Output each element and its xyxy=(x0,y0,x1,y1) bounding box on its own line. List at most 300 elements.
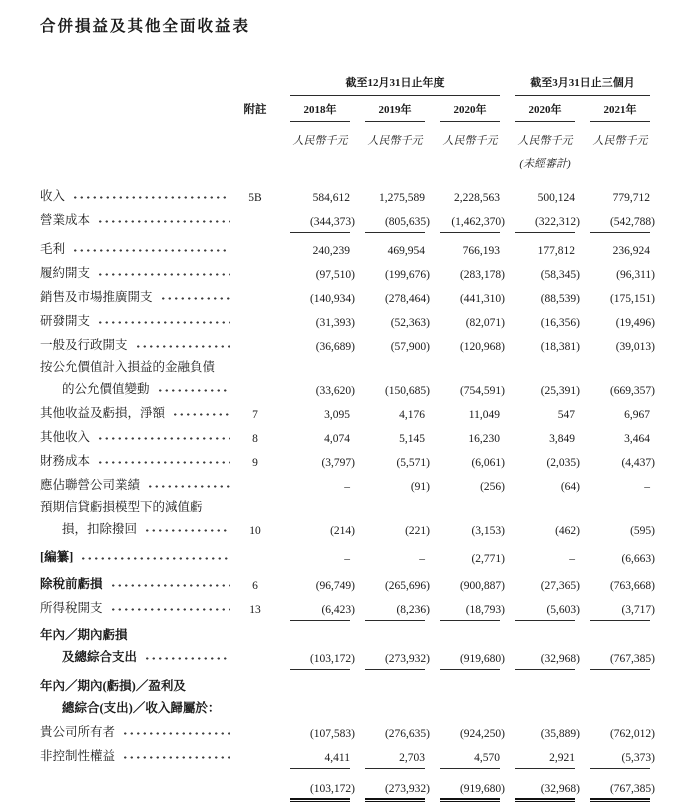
row-label-text: 研發開支 xyxy=(40,314,91,328)
unaudited-label: (未經審計) xyxy=(519,158,571,170)
cell-value: 6,967 xyxy=(624,409,650,421)
row-label-text: 年內／期內虧損 xyxy=(40,628,128,642)
table-row xyxy=(40,281,655,305)
row-note: 5B xyxy=(248,192,262,204)
value-cell xyxy=(365,245,425,257)
cell-value: (36,689) xyxy=(315,341,355,353)
value-cell xyxy=(365,653,430,670)
dot-leader xyxy=(110,604,230,615)
cell-value: (805,635) xyxy=(384,216,430,228)
row-label xyxy=(40,451,235,469)
table-row xyxy=(40,233,652,257)
cell-value: (919,680) xyxy=(459,783,505,795)
cell-value: (16,356) xyxy=(540,317,580,329)
cell-value: (462) xyxy=(555,525,580,537)
value-cell xyxy=(515,269,580,281)
table-row xyxy=(40,716,655,740)
cell-value: (25,391) xyxy=(540,385,580,397)
row-label-text: 貴公司所有者 xyxy=(40,725,116,739)
value-cell xyxy=(515,341,580,353)
value-cell xyxy=(290,385,355,397)
value-cell xyxy=(515,457,580,469)
value-cell xyxy=(290,216,355,233)
dot-leader xyxy=(97,317,230,328)
cell-value: (3,717) xyxy=(621,604,655,616)
value-cell xyxy=(365,216,430,233)
cell-value: (3,797) xyxy=(321,457,355,469)
row-label xyxy=(40,263,235,281)
value-cell xyxy=(440,293,505,305)
cell-value: 469,954 xyxy=(387,245,425,257)
dot-leader xyxy=(157,385,230,396)
cell-value: (754,591) xyxy=(459,385,505,397)
cell-value: (4,437) xyxy=(621,457,655,469)
row-label xyxy=(40,722,235,740)
cell-value: (58,345) xyxy=(540,269,580,281)
cell-value: (96,749) xyxy=(315,580,355,592)
cell-value: 1,275,589 xyxy=(379,192,425,204)
row-label-text: 收入 xyxy=(40,189,66,203)
cell-value: (276,635) xyxy=(384,728,430,740)
value-cell xyxy=(290,553,350,565)
value-cell xyxy=(365,580,430,592)
table-row xyxy=(40,375,655,397)
value-cell xyxy=(365,783,430,802)
row-label-text: 應佔聯營公司業績 xyxy=(40,478,141,492)
row-label xyxy=(40,186,235,204)
cell-value: 2,228,563 xyxy=(454,192,500,204)
cell-value: 11,049 xyxy=(468,409,500,421)
note-column-header: 附註 xyxy=(243,104,267,116)
dot-leader xyxy=(122,752,230,763)
row-note: 7 xyxy=(252,409,258,421)
row-label-text: 履約開支 xyxy=(40,266,91,280)
value-cell xyxy=(440,317,505,329)
cell-value: 547 xyxy=(557,409,575,421)
value-cell xyxy=(515,433,575,445)
row-label xyxy=(40,357,235,375)
value-cell xyxy=(440,525,505,537)
cell-value: (278,464) xyxy=(384,293,430,305)
value-cell xyxy=(290,728,355,740)
cell-value: (96,311) xyxy=(616,269,655,281)
dot-leader xyxy=(110,580,230,591)
unit-label: 人民幣千元 xyxy=(442,135,498,147)
row-label xyxy=(40,427,235,445)
row-label-text: 損，扣除撥回 xyxy=(62,522,138,536)
cell-value: (221) xyxy=(405,525,430,537)
value-cell xyxy=(365,457,430,469)
cell-value: (924,250) xyxy=(459,728,505,740)
cell-value: (5,571) xyxy=(396,457,430,469)
cell-value: (273,932) xyxy=(384,783,430,795)
row-label xyxy=(40,379,235,397)
cell-value: 240,239 xyxy=(312,245,350,257)
dot-leader xyxy=(97,269,230,280)
value-cell xyxy=(440,783,505,802)
value-cell xyxy=(590,728,655,740)
value-cell xyxy=(590,752,655,769)
row-label-text: 預期信貸虧損模型下的減值虧 xyxy=(40,500,203,514)
value-cell xyxy=(440,192,500,204)
value-cell xyxy=(440,457,505,469)
value-cell xyxy=(290,481,350,493)
value-cell xyxy=(515,728,580,740)
value-cell xyxy=(290,433,350,445)
cell-value: – xyxy=(644,481,650,493)
table-row xyxy=(40,180,652,204)
row-label-text: 的公允價值變動 xyxy=(62,382,150,396)
value-cell xyxy=(290,293,355,305)
value-cell xyxy=(515,553,575,565)
value-cell xyxy=(290,783,355,802)
cell-value: (669,357) xyxy=(609,385,655,397)
value-cell xyxy=(290,653,355,670)
cell-value: 177,812 xyxy=(537,245,575,257)
cell-value: (32,968) xyxy=(540,783,580,795)
cell-value: (199,676) xyxy=(384,269,430,281)
cell-value: – xyxy=(419,553,425,565)
table-row xyxy=(40,204,655,233)
cell-value: (91) xyxy=(410,481,430,493)
value-cell xyxy=(440,341,505,353)
value-cell xyxy=(365,341,430,353)
value-cell xyxy=(440,409,500,421)
value-cell xyxy=(365,433,425,445)
value-cell xyxy=(590,269,655,281)
value-cell xyxy=(515,783,580,802)
cell-value: 236,924 xyxy=(612,245,650,257)
row-label xyxy=(40,746,235,769)
cell-value: (140,934) xyxy=(309,293,355,305)
cell-value: (5,603) xyxy=(546,604,580,616)
year-column-header: 2018年 xyxy=(290,101,350,122)
value-cell xyxy=(515,653,580,670)
value-cell xyxy=(590,293,655,305)
cell-value: (273,932) xyxy=(384,653,430,665)
value-cell xyxy=(515,481,580,493)
value-cell xyxy=(515,752,575,769)
value-cell xyxy=(590,192,650,204)
cell-value: (120,968) xyxy=(459,341,505,353)
cell-value: (763,668) xyxy=(609,580,655,592)
dot-leader xyxy=(147,481,230,492)
table-row xyxy=(40,421,652,445)
value-cell xyxy=(590,385,655,397)
table-row xyxy=(40,541,655,565)
value-cell xyxy=(290,580,355,592)
row-label-text: 所得稅開支 xyxy=(40,601,103,615)
dot-leader xyxy=(172,409,230,420)
cell-value: (900,887) xyxy=(459,580,505,592)
value-cell xyxy=(290,604,355,621)
value-cell xyxy=(290,317,355,329)
row-label-text: 其他收益及虧損，淨額 xyxy=(40,406,166,420)
unit-label: 人民幣千元 xyxy=(592,135,648,147)
value-cell xyxy=(440,481,505,493)
period-group-row xyxy=(40,74,652,96)
value-cell xyxy=(365,293,430,305)
dot-leader xyxy=(144,525,230,536)
dot-leader xyxy=(72,245,230,256)
row-label xyxy=(40,676,235,694)
row-label xyxy=(40,647,235,670)
row-label xyxy=(40,519,235,537)
cell-value: (595) xyxy=(630,525,655,537)
row-label-text: 年內／期內(虧損)／盈利及 xyxy=(40,679,186,693)
cell-value: (64) xyxy=(560,481,580,493)
table-row xyxy=(40,643,655,670)
row-label xyxy=(40,625,235,643)
cell-value: (256) xyxy=(480,481,505,493)
value-cell xyxy=(515,192,575,204)
row-label xyxy=(40,497,235,515)
cell-value: (542,788) xyxy=(609,216,655,228)
cell-value: (31,393) xyxy=(315,317,355,329)
value-cell xyxy=(290,457,355,469)
row-label-text: 毛利 xyxy=(40,242,66,256)
cell-value: – xyxy=(344,553,350,565)
page-title: 合併損益及其他全面收益表 xyxy=(40,18,251,35)
value-cell xyxy=(440,269,505,281)
value-cell xyxy=(440,653,505,670)
value-cell xyxy=(515,245,575,257)
cell-value: 4,176 xyxy=(399,409,425,421)
cell-value: 5,145 xyxy=(399,433,425,445)
cell-value: 4,570 xyxy=(474,752,500,764)
row-note: 9 xyxy=(252,457,258,469)
value-cell xyxy=(440,752,500,769)
cell-value: (39,013) xyxy=(615,341,655,353)
value-cell xyxy=(365,409,425,421)
row-label-text: 除稅前虧損 xyxy=(40,577,103,591)
value-cell xyxy=(365,752,425,769)
row-note xyxy=(235,665,275,670)
cell-value: (265,696) xyxy=(384,580,430,592)
cell-value: (767,385) xyxy=(609,783,655,795)
cell-value: 584,612 xyxy=(312,192,350,204)
value-cell xyxy=(440,216,505,233)
period-group-quarter: 截至3月31日止三個月 xyxy=(515,74,650,96)
value-cell xyxy=(590,525,655,537)
cell-value: (107,583) xyxy=(309,728,355,740)
table-row xyxy=(40,694,652,716)
row-label xyxy=(40,698,235,716)
value-cell xyxy=(590,245,650,257)
unit-label: 人民幣千元 xyxy=(517,135,573,147)
cell-value: – xyxy=(344,481,350,493)
value-cell xyxy=(590,604,655,621)
cell-value: 500,124 xyxy=(537,192,575,204)
value-cell xyxy=(590,433,650,445)
cell-value: (762,012) xyxy=(609,728,655,740)
row-note: 13 xyxy=(249,604,261,616)
row-label xyxy=(40,287,235,305)
value-cell xyxy=(590,317,655,329)
unaudited-row xyxy=(40,155,652,171)
cell-value: (57,900) xyxy=(390,341,430,353)
cell-value: (103,172) xyxy=(309,783,355,795)
row-label xyxy=(40,795,235,802)
cell-value: (5,373) xyxy=(621,752,655,764)
cell-value: – xyxy=(569,553,575,565)
value-cell xyxy=(515,604,580,621)
value-cell xyxy=(590,481,650,493)
row-note xyxy=(235,795,275,802)
row-note: 10 xyxy=(249,525,261,537)
cell-value: 3,849 xyxy=(549,433,575,445)
cell-value: (32,968) xyxy=(540,653,580,665)
row-label-text: 總綜合(支出)／收入歸屬於： xyxy=(62,701,221,715)
cell-value: (6,423) xyxy=(321,604,355,616)
value-cell xyxy=(515,525,580,537)
table-row xyxy=(40,305,655,329)
cell-value: (18,381) xyxy=(540,341,580,353)
row-label xyxy=(40,574,235,592)
value-cell xyxy=(365,481,430,493)
value-cell xyxy=(365,728,430,740)
cell-value: 4,074 xyxy=(324,433,350,445)
cell-value: (27,365) xyxy=(540,580,580,592)
row-label xyxy=(40,210,235,233)
cell-value: (1,462,370) xyxy=(451,216,505,228)
table-row xyxy=(40,353,652,375)
value-cell xyxy=(290,525,355,537)
table-row xyxy=(40,397,652,421)
value-cell xyxy=(365,385,430,397)
cell-value: (82,071) xyxy=(465,317,505,329)
table-row xyxy=(40,493,652,515)
cell-value: (18,793) xyxy=(465,604,505,616)
row-label xyxy=(40,403,235,421)
cell-value: (3,153) xyxy=(471,525,505,537)
year-header-row xyxy=(40,101,652,122)
cell-value: (6,061) xyxy=(471,457,505,469)
dot-leader xyxy=(72,192,230,203)
row-label xyxy=(40,475,235,493)
table-header xyxy=(40,74,652,171)
value-cell xyxy=(290,752,350,769)
cell-value: (214) xyxy=(330,525,355,537)
dot-leader xyxy=(97,457,230,468)
table-row xyxy=(40,592,655,621)
year-column-header: 2020年 xyxy=(440,101,500,122)
value-cell xyxy=(440,728,505,740)
table-body xyxy=(40,180,655,802)
cell-value: (2,771) xyxy=(471,553,505,565)
dot-leader xyxy=(97,433,230,444)
cell-value: 3,095 xyxy=(324,409,350,421)
value-cell xyxy=(365,317,430,329)
cell-value: 779,712 xyxy=(612,192,650,204)
value-cell xyxy=(365,269,430,281)
table-row xyxy=(40,672,652,694)
value-cell xyxy=(515,317,580,329)
value-cell xyxy=(590,653,655,670)
cell-value: (88,539) xyxy=(540,293,580,305)
row-note xyxy=(235,228,275,233)
cell-value: (103,172) xyxy=(309,653,355,665)
year-column-header: 2019年 xyxy=(365,101,425,122)
cell-value: 16,230 xyxy=(468,433,500,445)
row-label-text: 其他收入 xyxy=(40,430,91,444)
cell-value: (33,620) xyxy=(315,385,355,397)
value-cell xyxy=(290,192,350,204)
value-cell xyxy=(590,580,655,592)
row-note xyxy=(235,764,275,769)
cell-value: (35,889) xyxy=(540,728,580,740)
value-cell xyxy=(590,409,650,421)
value-cell xyxy=(590,457,655,469)
table-row xyxy=(40,469,652,493)
row-label xyxy=(40,547,235,565)
row-label xyxy=(40,598,235,621)
value-cell xyxy=(290,409,350,421)
value-cell xyxy=(440,433,500,445)
dot-leader xyxy=(135,341,230,352)
value-cell xyxy=(590,783,655,802)
value-cell xyxy=(590,341,655,353)
table-row xyxy=(40,771,655,802)
cell-value: (6,663) xyxy=(621,553,655,565)
cell-value: (344,373) xyxy=(309,216,355,228)
cell-value: 2,921 xyxy=(549,752,575,764)
table-row xyxy=(40,621,652,643)
value-cell xyxy=(590,216,655,233)
cell-value: (322,312) xyxy=(534,216,580,228)
table-row xyxy=(40,515,655,537)
row-note: 8 xyxy=(252,433,258,445)
row-note: 6 xyxy=(252,580,258,592)
dot-leader xyxy=(122,728,230,739)
table-row xyxy=(40,568,655,592)
cell-value: 3,464 xyxy=(624,433,650,445)
value-cell xyxy=(440,604,505,621)
table-row xyxy=(40,329,655,353)
value-cell xyxy=(365,192,425,204)
year-column-header: 2021年 xyxy=(590,101,650,122)
value-cell xyxy=(515,293,580,305)
cell-value: (283,178) xyxy=(459,269,505,281)
row-label xyxy=(40,311,235,329)
unit-row xyxy=(40,132,652,148)
unit-label: 人民幣千元 xyxy=(292,135,348,147)
cell-value: (8,236) xyxy=(396,604,430,616)
value-cell xyxy=(365,604,430,621)
table-row xyxy=(40,740,655,769)
value-cell xyxy=(290,269,355,281)
row-label-text: 營業成本 xyxy=(40,213,91,227)
row-label-text: 財務成本 xyxy=(40,454,91,468)
row-label-text: 非控制性權益 xyxy=(40,749,116,763)
value-cell xyxy=(515,580,580,592)
statement xyxy=(40,14,655,802)
cell-value: 766,193 xyxy=(462,245,500,257)
row-label xyxy=(40,335,235,353)
dot-leader xyxy=(144,653,230,664)
value-cell xyxy=(590,553,655,565)
value-cell xyxy=(515,216,580,233)
year-column-header: 2020年 xyxy=(515,101,575,122)
dot-leader xyxy=(160,293,230,304)
period-group-annual: 截至12月31日止年度 xyxy=(290,74,500,96)
cell-value: (767,385) xyxy=(609,653,655,665)
value-cell xyxy=(290,245,350,257)
dot-leader xyxy=(97,216,230,227)
row-label-text: 一般及行政開支 xyxy=(40,338,128,352)
row-label-text: 按公允價值計入損益的金融負債 xyxy=(40,360,216,374)
cell-value: (175,151) xyxy=(609,293,655,305)
